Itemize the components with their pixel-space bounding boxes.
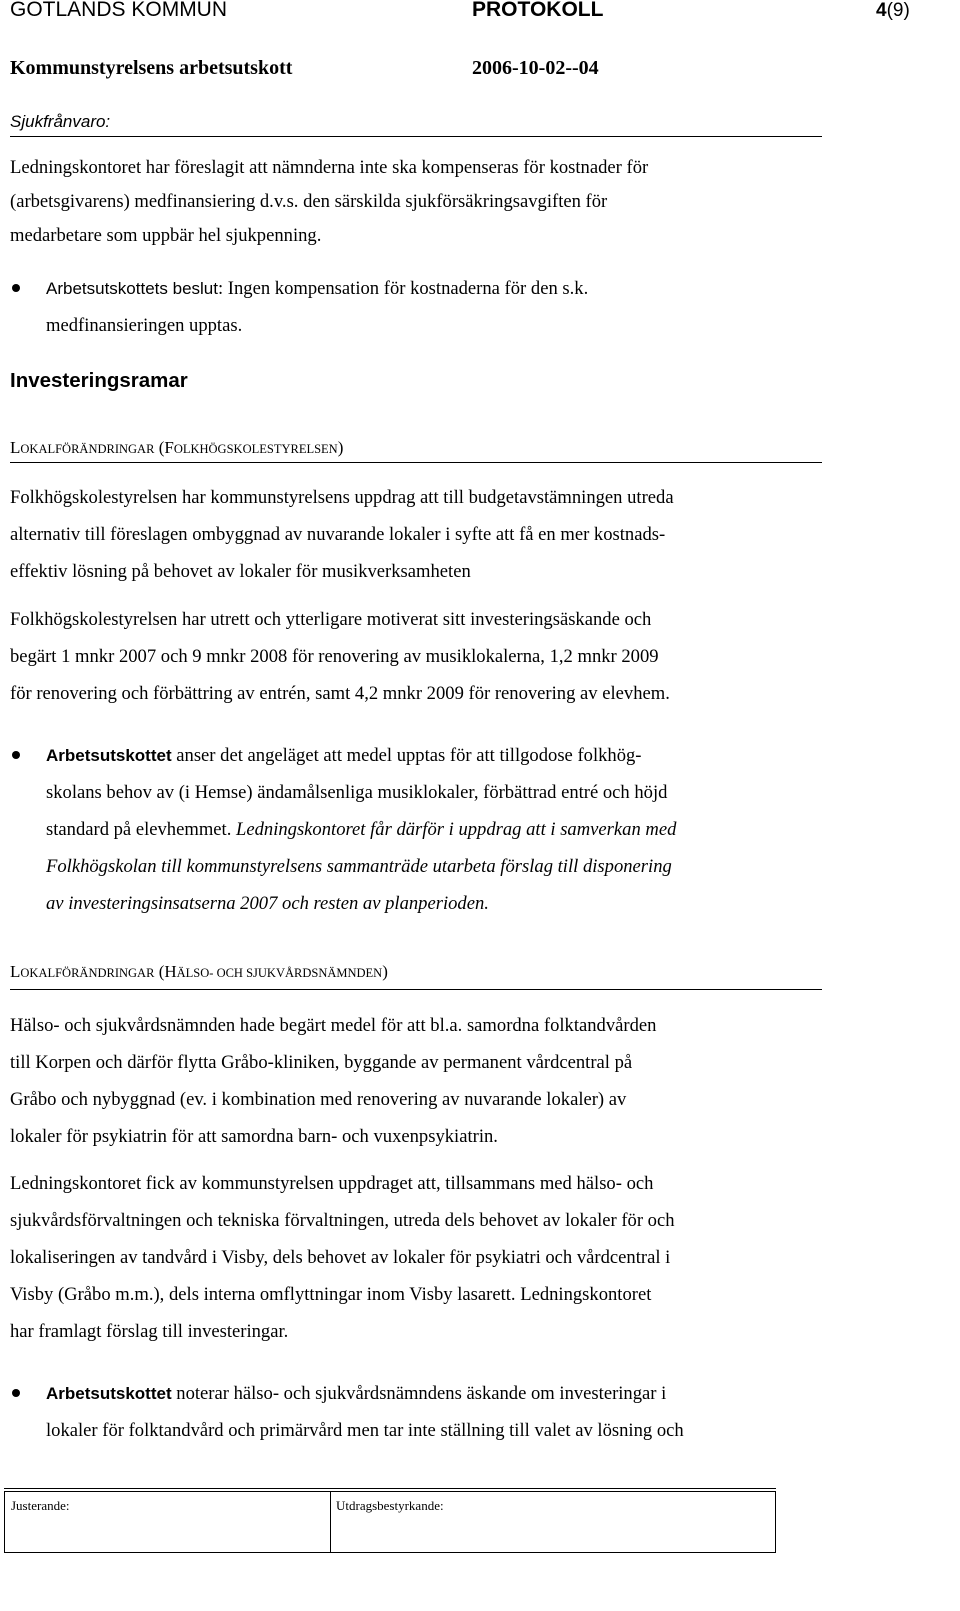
text-line: Ledningskontoret fick av kommunstyrelsen uppdraget att, tillsammans med hälso- och (10, 1173, 654, 1194)
footer-rule (4, 1488, 776, 1489)
section-divider (10, 136, 822, 137)
sick-decision (46, 270, 588, 344)
text-line: till Korpen och därför flytta Gråbo-kliniken, byggande av permanent vårdcentral på (10, 1052, 633, 1073)
folk-paragraph-1 (10, 479, 674, 590)
subheading-halso-sjukvardsnamnden: LOKALFÖRÄNDRINGAR (HÄLSO- OCH SJUKVÅRDSNÄMNDEN) (10, 962, 388, 981)
italic-text: av investeringsinsatserna 2007 och resten av planperioden. (46, 893, 489, 914)
section-divider (10, 989, 822, 990)
text-line: Visby (Gråbo m.m.), dels interna omflyttningar inom Visby lasarett. Ledningskontoret (10, 1284, 652, 1305)
folk-paragraph-2 (10, 601, 670, 712)
page-total: (9) (886, 0, 910, 21)
decision-text: : Ingen kompensation för kostnaderna för den s.k. (217, 278, 589, 299)
italic-text: Folkhögskolan till kommunstyrelsens sammanträde utarbeta förslag till disponering (46, 856, 672, 877)
signature-box (4, 1491, 776, 1553)
folk-decision (46, 737, 676, 922)
org-name: GOTLANDS KOMMUN (10, 0, 228, 21)
page-current: 4 (876, 0, 887, 21)
text-line: medarbetare som uppbär hel sjukpenning. (10, 225, 322, 246)
text-line: Folkhögskolestyrelsen har kommunstyrelsens uppdrag att till budgetavstämningen utreda (10, 487, 674, 508)
bullet-icon (12, 284, 20, 292)
text-line: noterar hälso- och sjukvårdsnämndens äskande om investeringar i (171, 1383, 667, 1404)
text-line: har framlagt förslag till investeringar. (10, 1321, 289, 1342)
text-line: begärt 1 mnkr 2007 och 9 mnkr 2008 för renovering av musiklokalerna, 1,2 mnkr 2009 (10, 646, 659, 667)
page-number (876, 0, 910, 22)
document-type: PROTOKOLL (472, 0, 604, 21)
text-line: effektiv lösning på behovet av lokaler för musikverksamheten (10, 561, 471, 582)
halso-paragraph-1 (10, 1007, 656, 1155)
heading-investeringsramar: Investeringsramar (10, 369, 188, 392)
section-divider (10, 462, 822, 463)
text-line: för renovering och förbättring av entrén, samt 4,2 mnkr 2009 för renovering av elevhem. (10, 683, 670, 704)
justerande-label: Justerande: (11, 1498, 70, 1513)
text-line: lokaler för psykiatrin för att samordna barn- och vuxenpsykiatrin. (10, 1126, 498, 1147)
text-line: anser det angeläget att medel upptas för att tillgodose folkhög- (171, 745, 642, 766)
decision-label: Arbetsutskottet (46, 746, 172, 765)
text-line: standard på elevhemmet. (46, 819, 236, 840)
sick-paragraph (10, 149, 648, 254)
text-line: Ledningskontoret har föreslagit att nämnderna inte ska kompenseras för kostnader för (10, 157, 649, 178)
decision-text-line2: medfinansieringen upptas. (46, 315, 243, 336)
text-line: lokaliseringen av tandvård i Visby, dels behovet av lokaler för psykiatri och vårdcentral i (10, 1247, 671, 1268)
text-line: lokaler för folktandvård och primärvård men tar inte ställning till valet av lösning och (46, 1420, 684, 1441)
text-line: skolans behov av (i Hemse) ändamålsenliga musiklokaler, förbättrad entré och höjd (46, 782, 668, 803)
section-title-sick-leave: Sjukfrånvaro: (10, 112, 111, 131)
utdragsbestyrkande-label: Utdragsbestyrkande: (336, 1498, 444, 1513)
bullet-icon (12, 751, 20, 759)
text-line: Hälso- och sjukvårdsnämnden hade begärt medel för att bl.a. samordna folktandvården (10, 1015, 657, 1036)
committee-name: Kommunstyrelsens arbetsutskott (10, 57, 293, 79)
text-line: (arbetsgivarens) medfinansiering d.v.s. den särskilda sjukförsäkringsavgiften för (10, 191, 608, 212)
signature-box-divider (330, 1492, 331, 1552)
decision-label: Arbetsutskottets beslut (46, 279, 218, 298)
text-line: Gråbo och nybyggnad (ev. i kombination med renovering av nuvarande lokaler) av (10, 1089, 627, 1110)
decision-label: Arbetsutskottet (46, 1384, 172, 1403)
italic-text: Ledningskontoret får därför i uppdrag att i samverkan med (236, 819, 677, 840)
halso-paragraph-2 (10, 1165, 675, 1350)
subheading-folkhogskolestyrelsen: LOKALFÖRÄNDRINGAR (FOLKHÖGSKOLESTYRELSEN) (10, 438, 344, 457)
text-line: sjukvårdsförvaltningen och tekniska förvaltningen, utreda dels behovet av lokaler för och (10, 1210, 675, 1231)
text-line: alternativ till föreslagen ombyggnad av nuvarande lokaler i syfte att få en mer kostnads- (10, 524, 666, 545)
text-line: Folkhögskolestyrelsen har utrett och ytterligare motiverat sitt investeringsäskande och (10, 609, 652, 630)
meeting-date: 2006-10-02--04 (472, 57, 599, 79)
bullet-icon (12, 1389, 20, 1397)
halso-decision (46, 1375, 684, 1449)
